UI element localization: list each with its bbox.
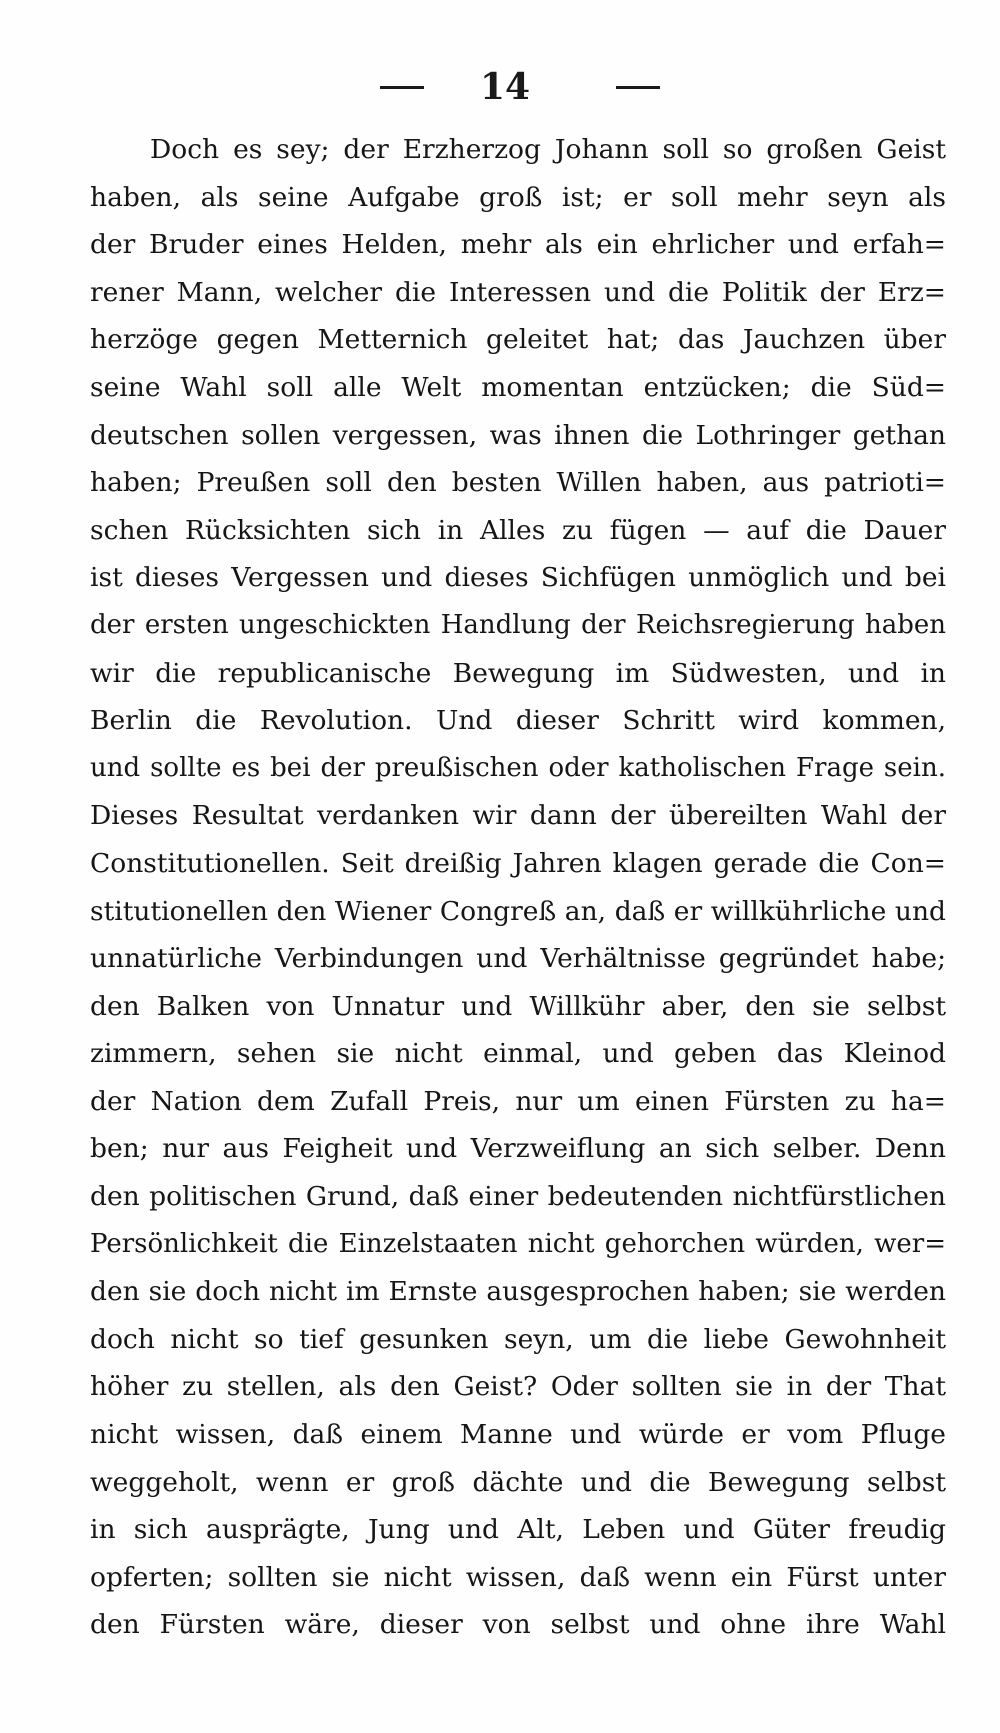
text-line: wir die republicanische Bewegung im Südwesten, und in: [90, 657, 946, 689]
text-line: der ersten ungeschickten Handlung der Reichsregierung haben: [90, 609, 946, 640]
body-text: [90, 126, 946, 1649]
text-line: haben, als seine Aufgabe groß ist; er soll mehr seyn als: [90, 181, 946, 213]
text-line: der Bruder eines Helden, mehr als ein ehrlicher und erfah=: [90, 229, 946, 261]
text-line: doch nicht so tief gesunken seyn, um die liebe Gewohnheit: [90, 1323, 946, 1355]
text-line: den Balken von Unnatur und Willkühr aber, den sie selbst: [90, 990, 946, 1022]
text-line: der Nation dem Zufall Preis, nur um einen Fürsten zu ha=: [90, 1085, 946, 1117]
text-line: den sie doch nicht im Ernste ausgesprochen haben; sie werden: [90, 1276, 946, 1308]
text-line: herzöge gegen Metternich geleitet hat; das Jauchzen über: [90, 324, 946, 356]
text-line: schen Rücksichten sich in Alles zu fügen — auf die Dauer: [90, 514, 946, 546]
text-line: zimmern, sehen sie nicht einmal, und geben das Kleinod: [90, 1038, 946, 1070]
header-dash-left: [380, 86, 424, 89]
text-line: den Fürsten wäre, dieser von selbst und ohne ihre Wahl: [90, 1609, 946, 1641]
text-line: in sich ausprägte, Jung und Alt, Leben und Güter freudig: [90, 1514, 946, 1546]
text-line: rener Mann, welcher die Interessen und die Politik der Erz=: [90, 276, 946, 308]
text-line: höher zu stellen, als den Geist? Oder sollten sie in der That: [90, 1371, 946, 1403]
text-line: den politischen Grund, daß einer bedeutenden nichtfürstlichen: [90, 1181, 946, 1213]
page-header: [0, 62, 1000, 112]
text-line: ben; nur aus Feigheit und Verzweiflung an sich selber. Denn: [90, 1133, 946, 1165]
text-line: nicht wissen, daß einem Manne und würde er vom Pfluge: [90, 1419, 946, 1451]
text-line: seine Wahl soll alle Welt momentan entzücken; die Süd=: [90, 371, 946, 403]
text-line: haben; Preußen soll den besten Willen haben, aus patrioti=: [90, 467, 946, 499]
text-line: Constitutionellen. Seit dreißig Jahren klagen gerade die Con=: [90, 847, 946, 879]
text-line: stitutionellen den Wiener Congreß an, daß er willkührliche und: [90, 895, 946, 927]
text-line: Berlin die Revolution. Und dieser Schritt wird kommen,: [90, 705, 946, 737]
page-number: 14: [479, 66, 531, 108]
text-line: und sollte es bei der preußischen oder katholischen Frage sein.: [90, 752, 946, 783]
header-dash-right: [616, 86, 660, 89]
text-line: Doch es sey; der Erzherzog Johann soll so großen Geist: [150, 134, 946, 165]
text-line: deutschen sollen vergessen, was ihnen die Lothringer gethan: [90, 419, 946, 451]
text-line: ist dieses Vergessen und dieses Sichfügen unmöglich und bei: [90, 562, 946, 594]
text-line: weggeholt, wenn er groß dächte und die Bewegung selbst: [90, 1466, 946, 1498]
text-line: opferten; sollten sie nicht wissen, daß wenn ein Fürst unter: [90, 1561, 946, 1593]
text-line: unnatürliche Verbindungen und Verhältnisse gegründet habe;: [90, 943, 946, 975]
text-line: Persönlichkeit die Einzelstaaten nicht gehorchen würden, wer=: [90, 1228, 946, 1259]
text-line: Dieses Resultat verdanken wir dann der übereilten Wahl der: [90, 800, 946, 832]
